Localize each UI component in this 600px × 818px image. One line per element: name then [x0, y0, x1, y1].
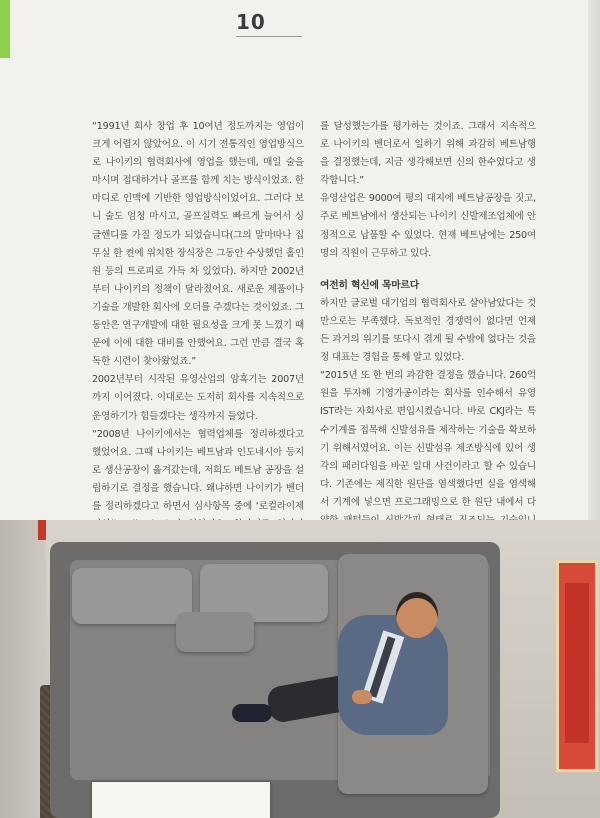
paragraph: 유영산업은 9000여 평의 대지에 베트남공장을 짓고, 주로 베트남에서 생산되는 나이키 신발제조업체에 안정적으로 납품할 수 있었다. 현재 베트남에는 250여 명의 직원이 근무하고 있다. [320, 193, 536, 259]
green-edge-tab [0, 0, 10, 58]
paragraph: 2002년부터 시작된 유영산업의 암흑기는 2007년까지 이어졌다. 이대로는 도저히 회사를 지속적으로 운영하기가 힘들겠다는 생각까지 들었다. [92, 374, 304, 422]
section-heading: 여전히 혁신에 목마르다 [320, 279, 420, 291]
right-text-column [320, 118, 536, 548]
person-head [396, 592, 438, 638]
left-text-column [92, 118, 304, 552]
sofa-pillow [176, 612, 254, 652]
paragraph: “2008년 나이키에서는 협력업체를 정리하겠다고 했었어요. 그때 나이키는 베트남과 인도네시아 등지로 생산공장이 옮겨갔는데, 저희도 베트남 공장을 설립하기로 결정을 했습니다. 왜냐하면 나이키가 벤더를 정리하겠다고 하면서 심사항목 중에 ‘로컬라이제 [92, 428, 304, 512]
red-object [38, 520, 46, 540]
person-shoe [232, 704, 272, 722]
sofa-cushion [72, 568, 192, 624]
coffee-table [92, 782, 270, 818]
page-number: 10 [236, 10, 302, 37]
person-hand [352, 690, 372, 704]
sofa-photo [0, 520, 600, 818]
wall-painting [556, 560, 598, 772]
paragraph: “2015년 또 한 번의 과감한 결정을 했습니다. 260억 원을 투자해 기영가공이라는 회사를 인수해서 유영IST라는 자회사로 편입시켰습니다. 바로 CKJ라는 특수기계를 접목해 신발섬유를 제작하는 기술을 확보하기 위해서였어요. 이는 신발섬유 제조방식에 있어 생각의 패러다임을 바꾼 일대 사건이라고 할 수 있습니다. 기존에는 제직한 원단을 염색했다면 실을 염색해서 기계에 넣으면 프로그래밍으로 한 원단 내에서 다 [320, 370, 536, 508]
painting-canvas [565, 583, 589, 743]
paragraph: 하지만 글로벌 대기업의 협력회사로 살아남았다는 것만으로는 부족했다. 독보적인 경쟁력이 없다면 언제든 과거의 위기를 또다시 겪게 될 수밖에 없다는 것을 정 대표는 경험을 통해 알고 있었다. [320, 297, 536, 364]
paragraph: 를 달성했는가를 평가하는 것이죠. 그래서 지속적으로 나이키의 벤더로서 일하기 위해 과감히 베트남행을 결정했는데, 지금 생각해보면 신의 한수였다고 생각합니다.” [320, 121, 536, 187]
paragraph: “1991년 회사 창업 후 10여년 정도까지는 영업이 크게 어렵지 않았어요. 이 시기 전통적인 영업방식으로 나이키의 협력회사에 영업을 했는데, 매일 술을 마시며 접대하거나 골프를 함께 치는 방식이었죠. 한마디로 인맥에 기반한 영업방식이었어요. 그러다 보니 술도 엄청 마시고, 골프실력도 빠르게 늘어서 싱글핸디를 가질 정도가 되었습니다(그의 말마따나 집무실 한 켠에 위치한 장식장은 그동안 수상했던 홀인원 등의 트로피로 가득 차 있었다). 하지만 2002년부터 나이키의 정책이 달라졌어요. 새로운 제품이나 기술을 개발한 회사에 오더를 주겠다는 것이었죠. 그동안은 연구개발에 대한 필요성을 크게 못 느꼈기 때문에 이에 대한 대비를 안했어요. 그런 만큼 결국 혹독한 시련이 찾아왔었죠.” [92, 121, 304, 368]
